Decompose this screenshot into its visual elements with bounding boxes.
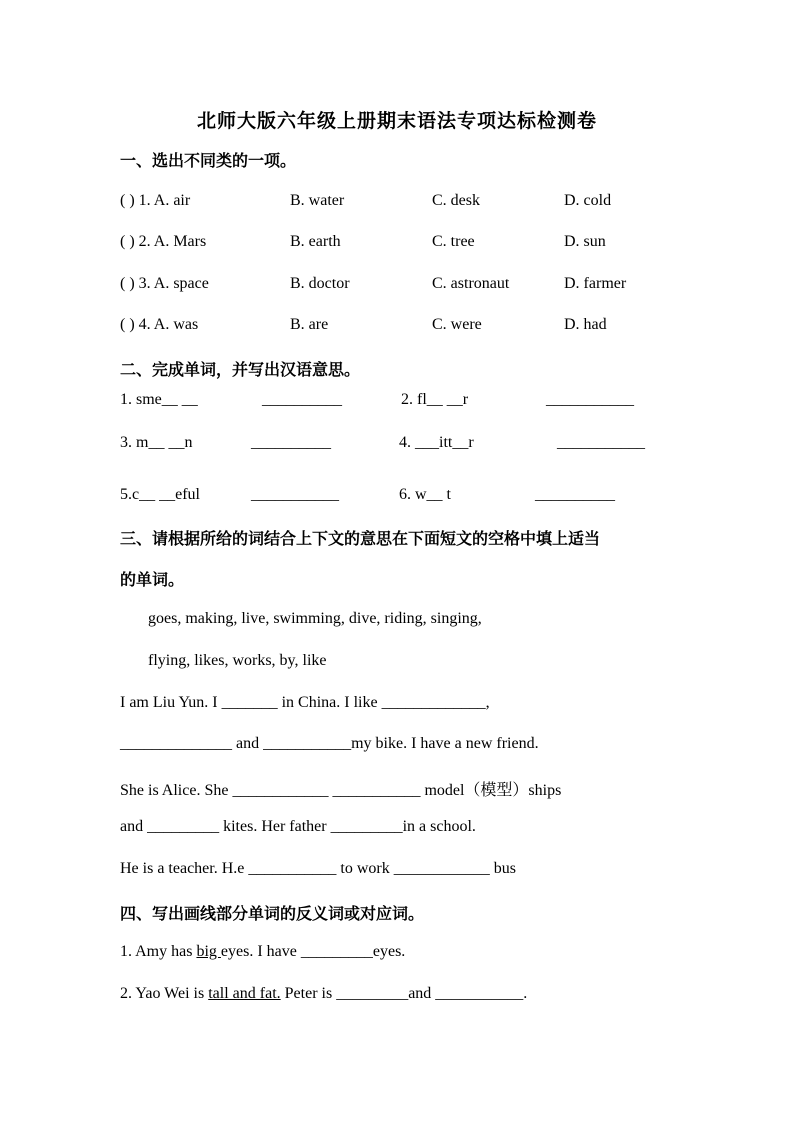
- choice-option-a: ( ) 4. A. was: [120, 316, 199, 333]
- choice-option-d: D. farmer: [564, 275, 627, 292]
- choice-option-d: D. sun: [564, 233, 606, 250]
- passage-line-2: ______________ and ___________my bike. I have a new friend.: [120, 735, 539, 752]
- page-title: 北师大版六年级上册期末语法专项达标检测卷: [196, 110, 597, 132]
- answer-blank: ___________: [546, 391, 634, 408]
- passage-line-3: She is Alice. She ____________ ___________ model（模型）ships: [120, 782, 562, 799]
- word-item: 6. w__ t: [399, 486, 451, 503]
- word-item: 1. sme__ __: [120, 391, 198, 408]
- choice-option-d: D. had: [564, 316, 607, 333]
- choice-option-d: D. cold: [564, 192, 612, 209]
- answer-blank: __________: [251, 434, 331, 451]
- choice-option-b: B. are: [290, 316, 329, 333]
- section4-heading: 四、写出画线部分单词的反义词或对应词。: [120, 904, 425, 923]
- passage-line-1: I am Liu Yun. I _______ in China. I like _____________,: [120, 694, 490, 711]
- word-item: 3. m__ __n: [120, 434, 193, 451]
- question-text: 2. Yao Wei is: [120, 985, 209, 1002]
- choice-option-b: B. earth: [290, 233, 341, 250]
- passage-line-4: and _________ kites. Her father _________in a school.: [120, 818, 476, 835]
- choice-option-a: ( ) 2. A. Mars: [120, 233, 207, 250]
- underlined-word: big: [196, 943, 221, 960]
- antonym-question-2: [120, 985, 527, 1003]
- choice-option-a: ( ) 1. A. air: [120, 192, 191, 209]
- section1-heading: 一、选出不同类的一项。: [120, 151, 297, 170]
- word-item: 5.c__ __eful: [120, 486, 200, 503]
- choice-option-b: B. water: [290, 192, 345, 209]
- section3-heading-cont: 的单词。: [120, 570, 185, 589]
- answer-blank: ___________: [557, 434, 645, 451]
- word-item: 2. fl__ __r: [401, 391, 469, 408]
- answer-blank: ___________: [251, 486, 339, 503]
- question-text: eyes. I have _________eyes.: [220, 943, 406, 960]
- underlined-word: tall and fat.: [208, 985, 281, 1002]
- passage-line-5: He is a teacher. H.e ___________ to work ____________ bus: [120, 860, 516, 877]
- choice-option-c: C. tree: [432, 233, 475, 250]
- question-text: 1. Amy has: [120, 943, 197, 960]
- word-item: 4. ___itt__r: [399, 434, 474, 451]
- word-bank-line-2: flying, likes, works, by, like: [148, 652, 327, 669]
- choice-option-b: B. doctor: [290, 275, 350, 292]
- word-bank-line-1: goes, making, live, swimming, dive, riding, singing,: [148, 610, 482, 627]
- section2-heading: 二、完成单词，并写出汉语意思。: [120, 360, 361, 379]
- answer-blank: __________: [262, 391, 342, 408]
- antonym-question-1: [120, 943, 405, 961]
- section3-heading: 三、请根据所给的词结合上下文的意思在下面短文的空格中填上适当: [120, 529, 601, 548]
- choice-option-c: C. astronaut: [432, 275, 510, 292]
- choice-option-c: C. were: [432, 316, 482, 333]
- choice-option-c: C. desk: [432, 192, 480, 209]
- answer-blank: __________: [535, 486, 615, 503]
- choice-option-a: ( ) 3. A. space: [120, 275, 209, 292]
- question-text: Peter is _________and ___________.: [280, 985, 528, 1002]
